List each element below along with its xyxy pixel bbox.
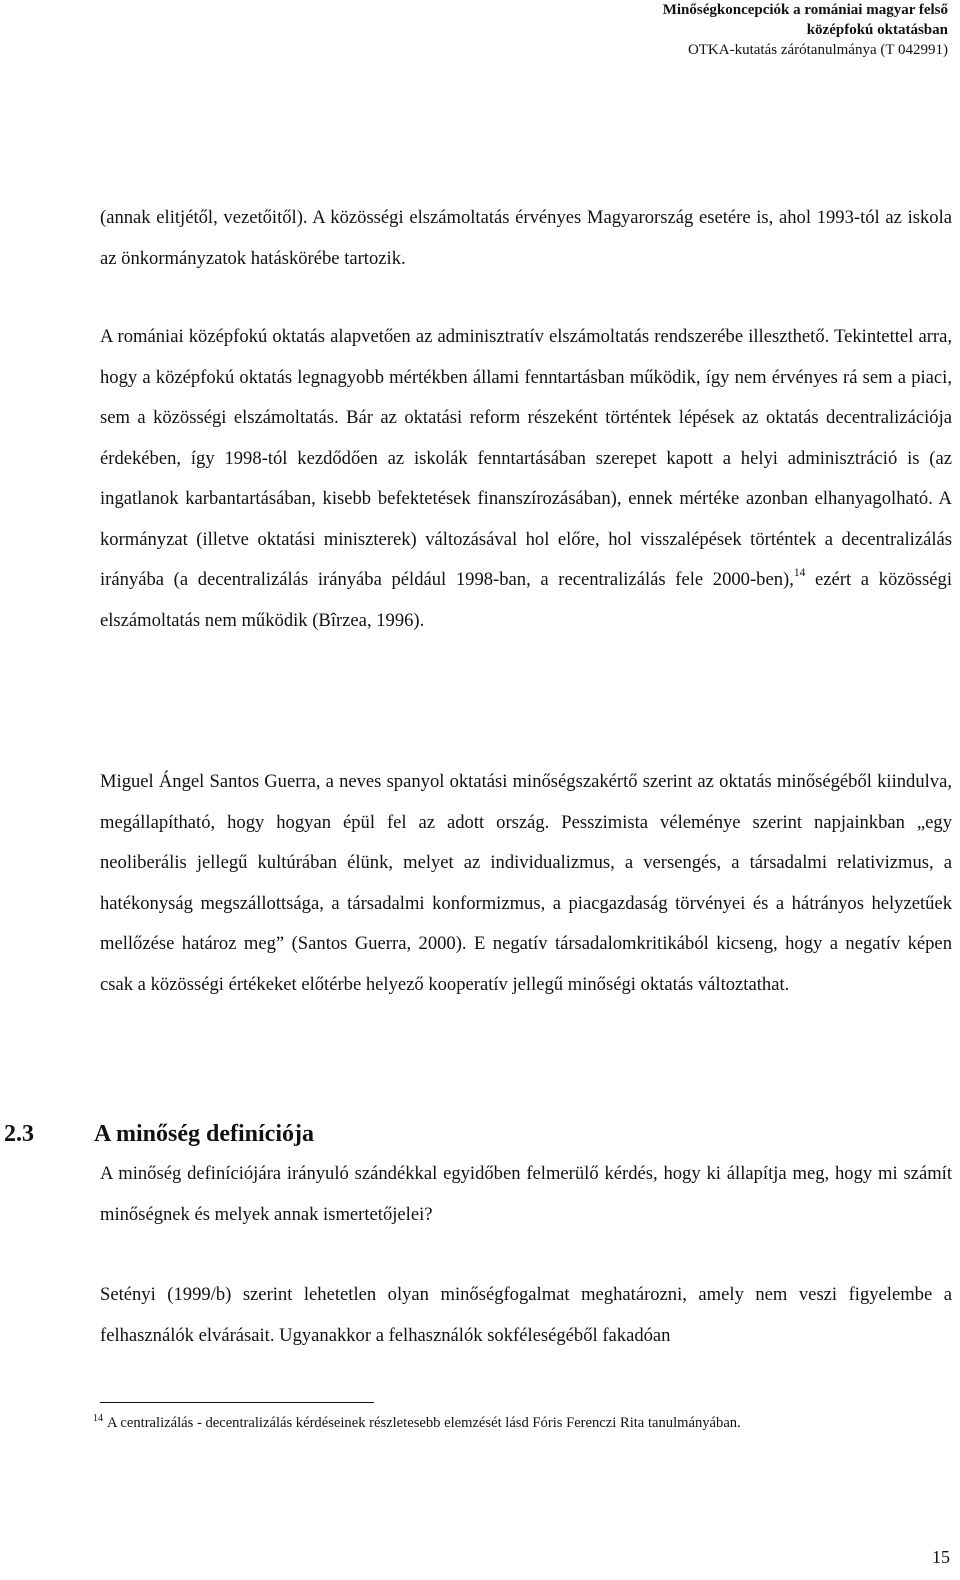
section-heading [0,1114,960,1154]
footnote-separator [100,1402,374,1403]
paragraph-5: Setényi (1999/b) szerint lehetetlen olyan minőségfogalmat meghatározni, amely nem veszi figyelembe a felhasználók elvárásait. Ugyanakkor a felhasználók sokféleségéből fakadóan [100,1284,952,1346]
footnote-number: 14 [93,1413,103,1424]
paragraph-3: Miguel Ángel Santos Guerra, a neves spanyol oktatási minőségszakértő szerint az oktatás minőségéből kiindulva, megállapítható, hogy hogyan épül fel az adott ország. Pesszimista véleménye szerint napjainkban „egy neoliberális jellegű kultúrában élünk, melyet az individualizmus, a versengés, a társadalmi relativizmus, a hatékonyság megszállottsága, a társadalmi konformizmus, a piacgazdaság törvényei és a hátrányos helyzetűek mellőzése határoz meg” (Santos Guerra, 2000). E negatív társadalomkritikából kicseng, hogy a negatív képen csak a közösségi értékeket előtérbe helyező kooperatív jellegű minőségi oktatás változtathat. [100,771,952,995]
running-header [428,0,948,60]
paragraph-4: A minőség definíciójára irányuló szándékkal egyidőben felmerülő kérdés, hogy ki állapítja meg, hogy mi számít minőségnek és melyek annak ismertetőjelei? [100,1163,952,1225]
page-number: 15 [932,1547,950,1567]
paragraph-2-text: A romániai középfokú oktatás alapvetően az adminisztratív elszámoltatás rendszerébe illeszthető. Tekintettel arra, hogy a középfokú oktatás legnagyobb mértékben állami fenntartásban működik, így nem érvényes rá sem a piaci, sem a közösségi elszámoltatás. Bár az oktatási reform részeként történtek lépések az oktatás decentralizációja érdekében, így 1998-tól kezdődően az iskolák fenntartásában szerepet kapott a helyi adminisztráció is (az ingatlanok karbantartásában, kisebb befektetések finanszírozásában), ennek mértéke azonban elhanyagolható. A kormányzat (illetve oktatási miniszterek) változásával hol előre, hol visszalépések történtek a decentralizálás irányába (a decentralizálás irányába például 1998-ban, a recentralizálás fele 2000-ben), [100,326,952,590]
header-project-line: OTKA-kutatás zárótanulmánya (T 042991) [687,42,948,58]
footnote [93,1412,953,1434]
header-title-line2: középfokú oktatásban [806,22,948,38]
footnote-reference[interactable]: 14 [793,567,806,579]
paragraph-2 [100,317,952,641]
paragraph-2-text-end: ezért a közösségi elszámoltatás nem működik (Bîrzea, 1996). [100,569,952,631]
paragraph-1: (annak elitjétől, vezetőitől). A közösségi elszámoltatás érvényes Magyarország esetére is, ahol 1993-tól az iskola az önkormányzatok hatáskörébe tartozik. [100,207,952,269]
section-title: A minőség definíciója [94,1121,314,1147]
footnote-text: A centralizálás - decentralizálás kérdéseinek részletesebb elemzését lásd Fóris Ferenczi Rita tanulmányában. [107,1415,741,1431]
section-number: 2.3 [4,1121,34,1147]
header-title-line1: Minőségkoncepciók a romániai magyar felső [662,2,948,18]
